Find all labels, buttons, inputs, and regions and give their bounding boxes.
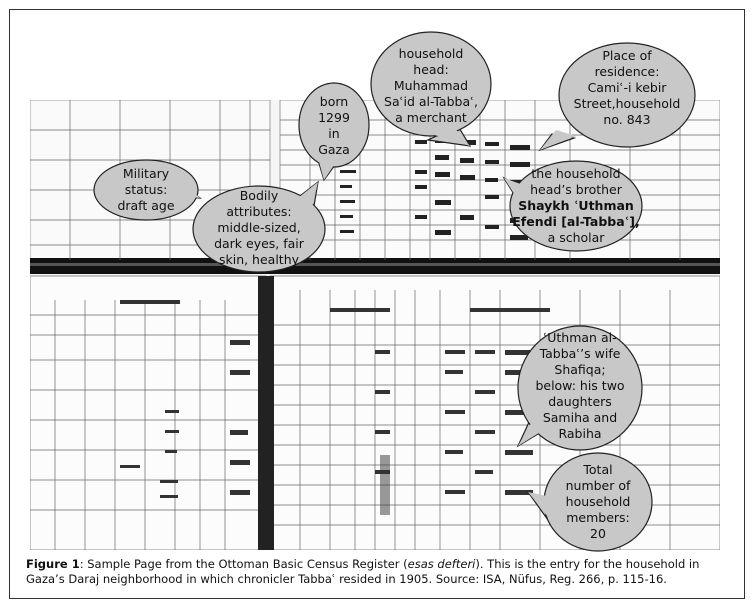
callout-brother-line-1: the household	[531, 166, 621, 181]
callout-household-head-line-5: a merchant	[395, 110, 467, 125]
callout-total-line-3: household	[565, 494, 631, 509]
callout-brother-line-5: a scholar	[547, 230, 605, 245]
callout-residence-line-1: Place of	[602, 48, 652, 63]
callout-born-line-4: Gaza	[318, 142, 350, 157]
callout-born	[299, 83, 369, 180]
callout-brother-line-3: Shaykh ʿUthman	[518, 198, 634, 213]
callout-wife-line-3: Shafiqa;	[554, 362, 606, 377]
callout-total	[528, 453, 652, 551]
callout-residence	[540, 43, 695, 150]
callout-bodily-line-5: skin, healthy	[218, 252, 300, 267]
callout-wife-line-7: Rabiha	[558, 426, 602, 441]
callout-military-line-3: draft age	[117, 198, 175, 213]
caption-label: Figure 1	[26, 557, 80, 571]
callout-military-line-2: status:	[124, 182, 168, 197]
callout-total-line-1: Total	[583, 462, 613, 477]
callout-residence-line-4: Street,household	[573, 96, 681, 111]
callout-wife-line-2: Tabbaʿ’s wife	[539, 346, 621, 361]
callout-bodily	[193, 182, 325, 272]
caption-text-2: ). This is the entry for the household in Gaza’s Daraj neighborhood in which chronicler Tabbaʿ resided in 1905. Source: ISA, Nüfus, Reg. 266, p. 115-16.	[26, 557, 700, 586]
callout-wife	[518, 326, 642, 450]
callout-born-line-1: born	[319, 94, 349, 109]
callout-wife-line-6: Samiha and	[542, 410, 618, 425]
caption-italic-term: esas defteri	[407, 557, 476, 571]
callout-household-head-line-4: Saʿid al-Tabbaʿ,	[384, 94, 478, 109]
callout-wife-line-4: below: his two	[535, 378, 625, 393]
callout-bodily-line-4: dark eyes, fair	[214, 236, 304, 251]
callout-military-line-1: Military	[122, 166, 170, 181]
callout-residence-line-3: Camiʿ-i kebir	[587, 80, 667, 95]
callout-total-line-2: number of	[565, 478, 631, 493]
callout-brother	[504, 161, 642, 251]
callout-military	[94, 160, 200, 220]
callout-household-head	[371, 32, 491, 146]
callout-household-head-line-2: head:	[413, 62, 449, 77]
figure-caption	[26, 557, 736, 587]
caption-text-1: : Sample Page from the Ottoman Basic Census Register (	[79, 557, 408, 571]
callout-total-line-4: members:	[566, 510, 630, 525]
callout-brother-line-2: head’s brother	[530, 182, 622, 197]
callout-residence-line-2: residence:	[594, 64, 660, 79]
callout-bodily-line-1: Bodily	[239, 188, 279, 203]
callout-bodily-line-2: attributes:	[226, 204, 292, 219]
callout-wife-line-5: daughters	[548, 394, 612, 409]
callout-household-head-line-3: Muhammad	[393, 78, 469, 93]
callout-total-line-5: 20	[590, 526, 606, 541]
callout-bodily-line-3: middle-sized,	[217, 220, 301, 235]
callout-residence-line-5: no. 843	[603, 112, 651, 127]
callout-born-line-3: in	[328, 126, 340, 141]
callout-born-line-2: 1299	[318, 110, 350, 125]
callout-brother-line-4: Efendi [al-Tabbaʿ],	[512, 214, 640, 229]
callout-household-head-line-1: household	[398, 46, 464, 61]
callout-wife-line-1: ʿUthman al-	[543, 330, 617, 345]
